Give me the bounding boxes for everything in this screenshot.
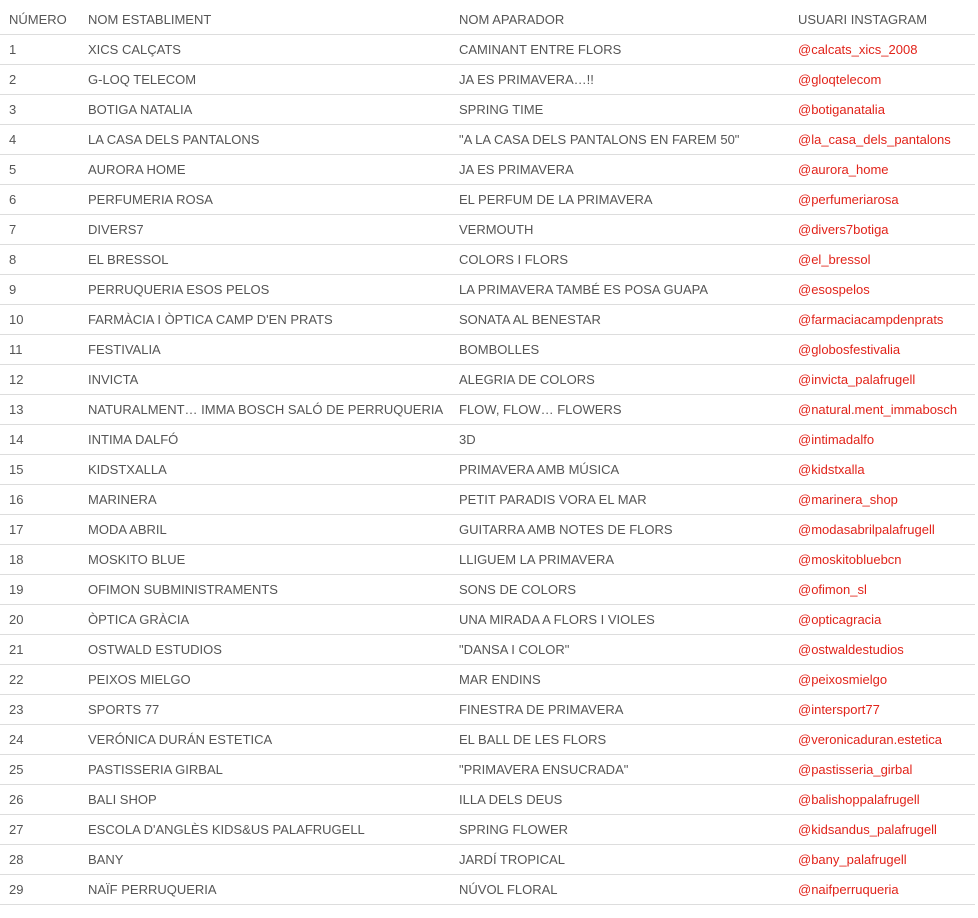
table-row xyxy=(0,65,975,95)
cell-window-name: PRIMAVERA AMB MÚSICA xyxy=(450,455,789,485)
cell-number: 4 xyxy=(0,125,79,155)
instagram-link[interactable]: @natural.ment_immabosch xyxy=(798,402,958,417)
cell-number: 19 xyxy=(0,575,79,605)
cell-window-name: SPRING TIME xyxy=(450,95,789,125)
instagram-link[interactable]: @globosfestivalia xyxy=(798,342,901,357)
cell-number: 23 xyxy=(0,695,79,725)
instagram-link[interactable]: @perfumeriarosa xyxy=(798,192,899,207)
cell-establishment-name: KIDSTXALLA xyxy=(79,455,450,485)
cell-establishment-name: BOTIGA NATALIA xyxy=(79,95,450,125)
table-row xyxy=(0,155,975,185)
instagram-link[interactable]: @ostwaldestudios xyxy=(798,642,904,657)
participants-table-container xyxy=(0,5,978,918)
cell-number: 29 xyxy=(0,875,79,905)
header-establishment-name: NOM ESTABLIMENT xyxy=(79,5,450,35)
table-row xyxy=(0,335,975,365)
instagram-link[interactable]: @veronicaduran.estetica xyxy=(798,732,942,747)
cell-establishment-name: NAÏF PERRUQUERIA xyxy=(79,875,450,905)
cell-window-name: "A LA CASA DELS PANTALONS EN FAREM 50" xyxy=(450,125,789,155)
cell-window-name: "DANSA I COLOR" xyxy=(450,635,789,665)
cell-establishment-name: PERRUQUERIA ESOS PELOS xyxy=(79,275,450,305)
cell-window-name: COLORS I FLORS xyxy=(450,245,789,275)
cell-number: 2 xyxy=(0,65,79,95)
instagram-link[interactable]: @calcats_xics_2008 xyxy=(798,42,918,57)
table-row xyxy=(0,545,975,575)
instagram-link[interactable]: @opticagracia xyxy=(798,612,882,627)
cell-window-name: SONATA AL BENESTAR xyxy=(450,305,789,335)
cell-window-name: GUITARRA AMB NOTES DE FLORS xyxy=(450,515,789,545)
table-row xyxy=(0,245,975,275)
cell-window-name: VERMOUTH xyxy=(450,215,789,245)
cell-instagram-user xyxy=(789,125,975,155)
table-row xyxy=(0,845,975,875)
cell-establishment-name: ESCOLA D'ANGLÈS KIDS&US PALAFRUGELL xyxy=(79,815,450,845)
header-row xyxy=(0,5,975,35)
table-row xyxy=(0,35,975,65)
cell-instagram-user xyxy=(789,695,975,725)
instagram-link[interactable]: @ofimon_sl xyxy=(798,582,867,597)
cell-window-name: JARDÍ TROPICAL xyxy=(450,845,789,875)
cell-number: 14 xyxy=(0,425,79,455)
instagram-link[interactable]: @intersport77 xyxy=(798,702,880,717)
cell-instagram-user xyxy=(789,575,975,605)
cell-instagram-user xyxy=(789,725,975,755)
cell-number: 13 xyxy=(0,395,79,425)
cell-number: 12 xyxy=(0,365,79,395)
cell-number: 25 xyxy=(0,755,79,785)
cell-window-name: LA PRIMAVERA TAMBÉ ES POSA GUAPA xyxy=(450,275,789,305)
cell-establishment-name: PERFUMERIA ROSA xyxy=(79,185,450,215)
cell-number: 9 xyxy=(0,275,79,305)
cell-number: 16 xyxy=(0,485,79,515)
cell-window-name: JA ES PRIMAVERA xyxy=(450,155,789,185)
cell-number: 28 xyxy=(0,845,79,875)
cell-instagram-user xyxy=(789,365,975,395)
cell-instagram-user xyxy=(789,155,975,185)
table-row xyxy=(0,485,975,515)
cell-instagram-user xyxy=(789,95,975,125)
cell-establishment-name: FARMÀCIA I ÒPTICA CAMP D'EN PRATS xyxy=(79,305,450,335)
table-row xyxy=(0,725,975,755)
cell-establishment-name: SPORTS 77 xyxy=(79,695,450,725)
cell-number: 7 xyxy=(0,215,79,245)
table-row xyxy=(0,185,975,215)
table-row xyxy=(0,95,975,125)
cell-instagram-user xyxy=(789,305,975,335)
cell-number: 11 xyxy=(0,335,79,365)
cell-establishment-name: FESTIVALIA xyxy=(79,335,450,365)
cell-instagram-user xyxy=(789,785,975,815)
instagram-link[interactable]: @peixosmielgo xyxy=(798,672,888,687)
cell-window-name: FINESTRA DE PRIMAVERA xyxy=(450,695,789,725)
instagram-link[interactable]: @divers7botiga xyxy=(798,222,889,237)
table-row xyxy=(0,515,975,545)
cell-instagram-user xyxy=(789,635,975,665)
cell-window-name: "PRIMAVERA ENSUCRADA" xyxy=(450,755,789,785)
table-row xyxy=(0,875,975,905)
cell-number: 6 xyxy=(0,185,79,215)
table-row xyxy=(0,275,975,305)
cell-number: 21 xyxy=(0,635,79,665)
cell-establishment-name: ÒPTICA GRÀCIA xyxy=(79,605,450,635)
instagram-link[interactable]: @bany_palafrugell xyxy=(798,852,907,867)
cell-establishment-name: NATURALMENT… IMMA BOSCH SALÓ DE PERRUQUERIA xyxy=(79,395,450,425)
cell-establishment-name: BANY xyxy=(79,845,450,875)
table-body xyxy=(0,35,975,905)
table-row xyxy=(0,215,975,245)
cell-establishment-name: VERÓNICA DURÁN ESTETICA xyxy=(79,725,450,755)
cell-establishment-name: AURORA HOME xyxy=(79,155,450,185)
cell-establishment-name: MODA ABRIL xyxy=(79,515,450,545)
header-window-name: NOM APARADOR xyxy=(450,5,789,35)
instagram-link[interactable]: @aurora_home xyxy=(798,162,889,177)
cell-instagram-user xyxy=(789,245,975,275)
cell-window-name: ILLA DELS DEUS xyxy=(450,785,789,815)
table-row xyxy=(0,605,975,635)
instagram-link[interactable]: @esospelos xyxy=(798,282,870,297)
cell-window-name: NÚVOL FLORAL xyxy=(450,875,789,905)
instagram-link[interactable]: @intimadalfo xyxy=(798,432,875,447)
cell-number: 20 xyxy=(0,605,79,635)
cell-instagram-user xyxy=(789,335,975,365)
cell-instagram-user xyxy=(789,35,975,65)
cell-number: 17 xyxy=(0,515,79,545)
cell-window-name: EL PERFUM DE LA PRIMAVERA xyxy=(450,185,789,215)
table-row xyxy=(0,455,975,485)
cell-instagram-user xyxy=(789,545,975,575)
table-header xyxy=(0,5,975,35)
instagram-link[interactable]: @el_bressol xyxy=(798,252,871,267)
table-row xyxy=(0,635,975,665)
cell-establishment-name: G-LOQ TELECOM xyxy=(79,65,450,95)
cell-window-name: CAMINANT ENTRE FLORS xyxy=(450,35,789,65)
table-row xyxy=(0,425,975,455)
cell-instagram-user xyxy=(789,815,975,845)
cell-instagram-user xyxy=(789,65,975,95)
cell-number: 15 xyxy=(0,455,79,485)
instagram-link[interactable]: @naifperruqueria xyxy=(798,882,899,897)
cell-number: 3 xyxy=(0,95,79,125)
cell-number: 1 xyxy=(0,35,79,65)
cell-number: 24 xyxy=(0,725,79,755)
cell-establishment-name: OFIMON SUBMINISTRAMENTS xyxy=(79,575,450,605)
cell-establishment-name: MARINERA xyxy=(79,485,450,515)
cell-establishment-name: BALI SHOP xyxy=(79,785,450,815)
table-row xyxy=(0,305,975,335)
cell-number: 18 xyxy=(0,545,79,575)
cell-instagram-user xyxy=(789,665,975,695)
table-row xyxy=(0,365,975,395)
cell-number: 8 xyxy=(0,245,79,275)
table-row xyxy=(0,395,975,425)
instagram-link[interactable]: @balishoppalafrugell xyxy=(798,792,920,807)
instagram-link[interactable]: @modasabrilpalafrugell xyxy=(798,522,935,537)
cell-number: 26 xyxy=(0,785,79,815)
instagram-link[interactable]: @pastisseria_girbal xyxy=(798,762,913,777)
table-row xyxy=(0,575,975,605)
instagram-link[interactable]: @gloqtelecom xyxy=(798,72,882,87)
cell-window-name: SONS DE COLORS xyxy=(450,575,789,605)
cell-window-name: PETIT PARADIS VORA EL MAR xyxy=(450,485,789,515)
cell-window-name: BOMBOLLES xyxy=(450,335,789,365)
cell-instagram-user xyxy=(789,845,975,875)
cell-instagram-user xyxy=(789,485,975,515)
cell-instagram-user xyxy=(789,185,975,215)
header-instagram-user: USUARI INSTAGRAM xyxy=(789,5,975,35)
cell-establishment-name: INVICTA xyxy=(79,365,450,395)
cell-instagram-user xyxy=(789,215,975,245)
cell-window-name: SPRING FLOWER xyxy=(450,815,789,845)
cell-establishment-name: PASTISSERIA GIRBAL xyxy=(79,755,450,785)
cell-number: 22 xyxy=(0,665,79,695)
cell-instagram-user xyxy=(789,275,975,305)
table-row xyxy=(0,125,975,155)
table-row xyxy=(0,755,975,785)
cell-window-name: UNA MIRADA A FLORS I VIOLES xyxy=(450,605,789,635)
cell-instagram-user xyxy=(789,425,975,455)
cell-window-name: LLIGUEM LA PRIMAVERA xyxy=(450,545,789,575)
cell-number: 27 xyxy=(0,815,79,845)
cell-window-name: 3D xyxy=(450,425,789,455)
cell-instagram-user xyxy=(789,605,975,635)
table-row xyxy=(0,815,975,845)
instagram-link[interactable]: @botiganatalia xyxy=(798,102,885,117)
instagram-link[interactable]: @kidstxalla xyxy=(798,462,865,477)
cell-window-name: MAR ENDINS xyxy=(450,665,789,695)
table-row xyxy=(0,665,975,695)
header-number: NÚMERO xyxy=(0,5,79,35)
table-row xyxy=(0,785,975,815)
cell-establishment-name: INTIMA DALFÓ xyxy=(79,425,450,455)
instagram-link[interactable]: @farmaciacampdenprats xyxy=(798,312,944,327)
instagram-link[interactable]: @kidsandus_palafrugell xyxy=(798,822,937,837)
cell-establishment-name: MOSKITO BLUE xyxy=(79,545,450,575)
participants-table xyxy=(0,5,975,905)
instagram-link[interactable]: @marinera_shop xyxy=(798,492,898,507)
instagram-link[interactable]: @la_casa_dels_pantalons xyxy=(798,132,951,147)
cell-window-name: FLOW, FLOW… FLOWERS xyxy=(450,395,789,425)
cell-instagram-user xyxy=(789,875,975,905)
instagram-link[interactable]: @moskitobluebcn xyxy=(798,552,902,567)
cell-instagram-user xyxy=(789,455,975,485)
cell-establishment-name: OSTWALD ESTUDIOS xyxy=(79,635,450,665)
cell-establishment-name: LA CASA DELS PANTALONS xyxy=(79,125,450,155)
cell-establishment-name: DIVERS7 xyxy=(79,215,450,245)
cell-number: 5 xyxy=(0,155,79,185)
cell-window-name: JA ES PRIMAVERA…!! xyxy=(450,65,789,95)
cell-window-name: ALEGRIA DE COLORS xyxy=(450,365,789,395)
cell-number: 10 xyxy=(0,305,79,335)
cell-establishment-name: PEIXOS MIELGO xyxy=(79,665,450,695)
cell-instagram-user xyxy=(789,395,975,425)
cell-window-name: EL BALL DE LES FLORS xyxy=(450,725,789,755)
cell-instagram-user xyxy=(789,515,975,545)
instagram-link[interactable]: @invicta_palafrugell xyxy=(798,372,916,387)
table-row xyxy=(0,695,975,725)
cell-instagram-user xyxy=(789,755,975,785)
cell-establishment-name: EL BRESSOL xyxy=(79,245,450,275)
cell-establishment-name: XICS CALÇATS xyxy=(79,35,450,65)
